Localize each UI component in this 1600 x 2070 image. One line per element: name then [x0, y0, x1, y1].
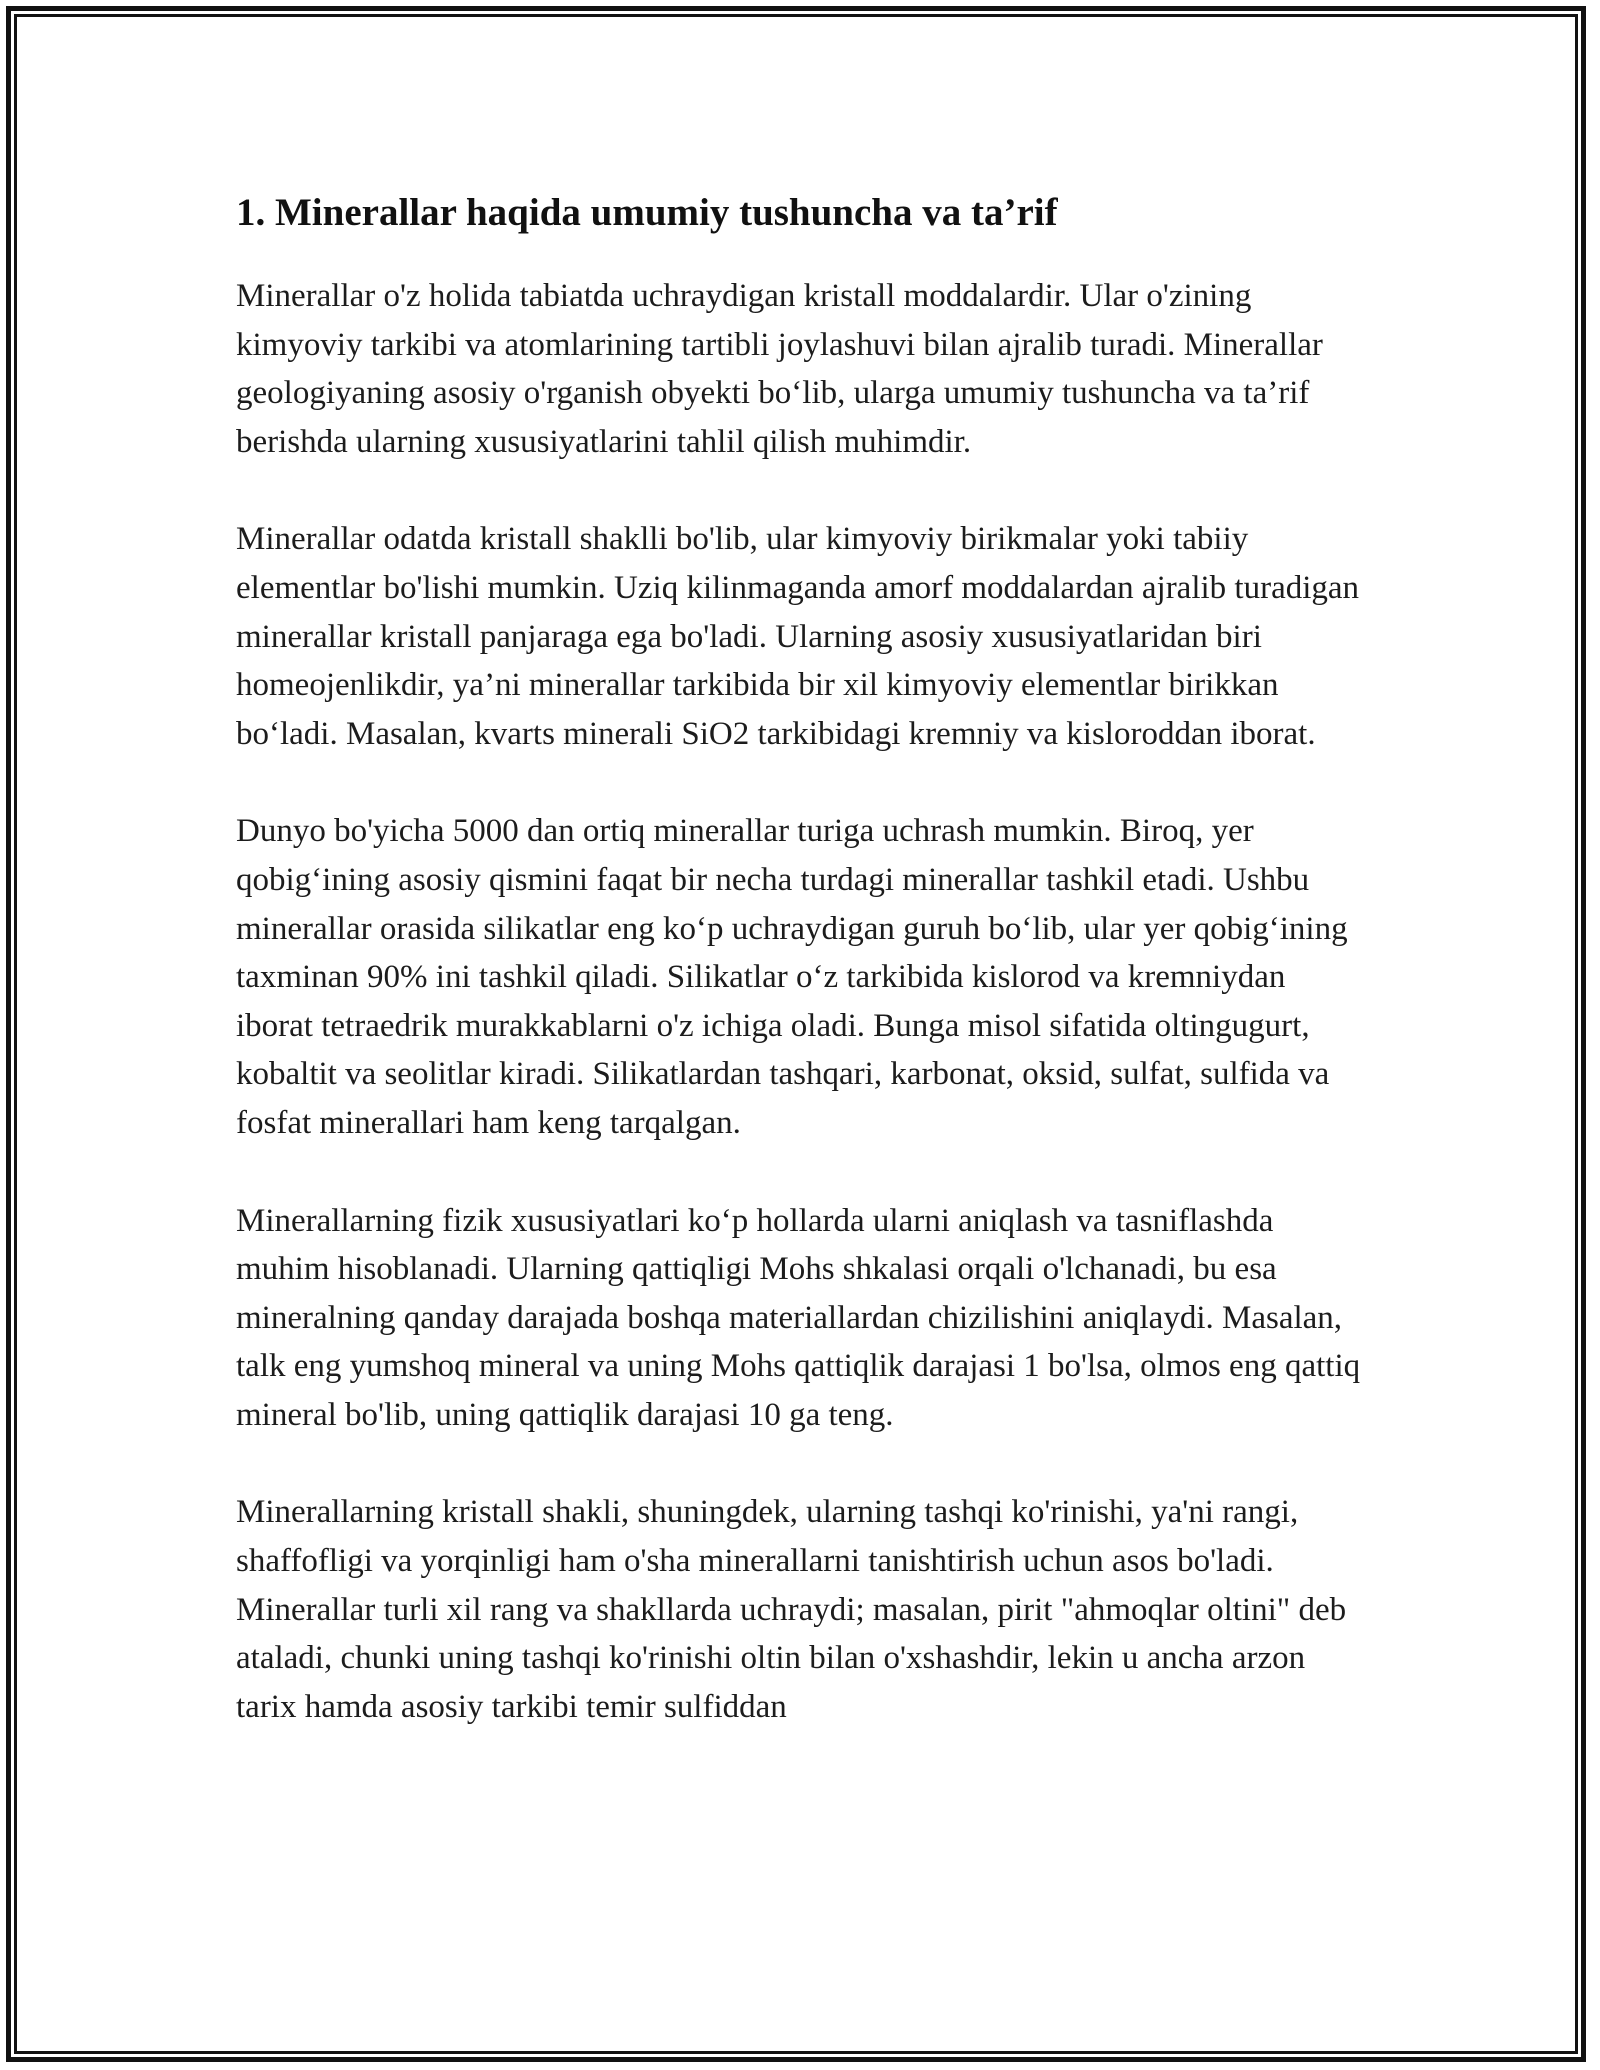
document-body [236, 180, 1366, 1780]
paragraph-mineral-types: Dunyo bo'yicha 5000 dan ortiq minerallar turiga uchrash mumkin. Biroq, yer qobig‘ining asosiy qismini faqat bir necha turdagi minerallar tashkil etadi. Ushbu minerallar orasida silikatlar eng ko‘p uchraydigan guruh bo‘lib, ular yer qobig‘ining taxminan 90% ini tashkil qiladi. Silikatlar o‘z tarkibida kislorod va kremniydan iborat tetraedrik murakkablarni o'z ichiga oladi. Bunga misol sifatida oltingugurt, kobaltit va seolitlar kiradi. Silikatlardan tashqari, karbonat, oksid, sulfat, sulfida va fosfat minerallari ham keng tarqalgan. [236, 813, 1348, 1141]
paragraph-definition: Minerallar o'z holida tabiatda uchraydigan kristall moddalardir. Ular o'zining kimyoviy tarkibi va atomlarining tartibli joylashuvi bilan ajralib turadi. Minerallar geologiyaning asosiy o'rganish obyekti bo‘lib, ularga umumiy tushuncha va ta’rif berishda ularning xususiyatlarini tahlil qilish muhimdir. [236, 278, 1323, 460]
paragraph-physical-properties: Minerallarning fizik xususiyatlari ko‘p hollarda ularni aniqlash va tasniflashda muhim hisoblanadi. Ularning qattiqligi Mohs shkalasi orqali o'lchanadi, bu esa mineralning qanday darajada boshqa materiallardan chizilishini aniqlaydi. Masalan, talk eng yumshoq mineral va uning Mohs qattiqlik darajasi 1 bo'lsa, olmos eng qattiq mineral bo'lib, uning qattiqlik darajasi 10 ga teng. [236, 1202, 1361, 1433]
section-heading: 1. Minerallar haqida umumiy tushuncha va ta’rif [236, 191, 1058, 234]
paragraph-crystal-structure: Minerallar odatda kristall shaklli bo'lib, ular kimyoviy birikmalar yoki tabiiy elementlar bo'lishi mumkin. Uziq kilinmaganda amorf moddalardan ajralib turadigan minerallar kristall panjaraga ega bo'ladi. Ularning asosiy xususiyatlaridan biri homeojenlikdir, ya’ni minerallar tarkibida bir xil kimyoviy elementlar birikkan bo‘ladi. Masalan, kvarts minerali SiO2 tarkibidagi kremniy va kisloroddan iborat. [236, 521, 1360, 752]
paragraph-appearance: Minerallarning kristall shakli, shuningdek, ularning tashqi ko'rinishi, ya'ni rangi, shaffofligi va yorqinligi ham o'sha minerallarni tanishtirish uchun asos bo'ladi. Minerallar turli xil rang va shakllarda uchraydi; masalan, pirit "ahmoqlar oltini" deb ataladi, chunki uning tashqi ko'rinishi oltin bilan o'xshashdir, lekin u ancha arzon tarix hamda asosiy tarkibi temir sulfiddan [236, 1494, 1347, 1725]
